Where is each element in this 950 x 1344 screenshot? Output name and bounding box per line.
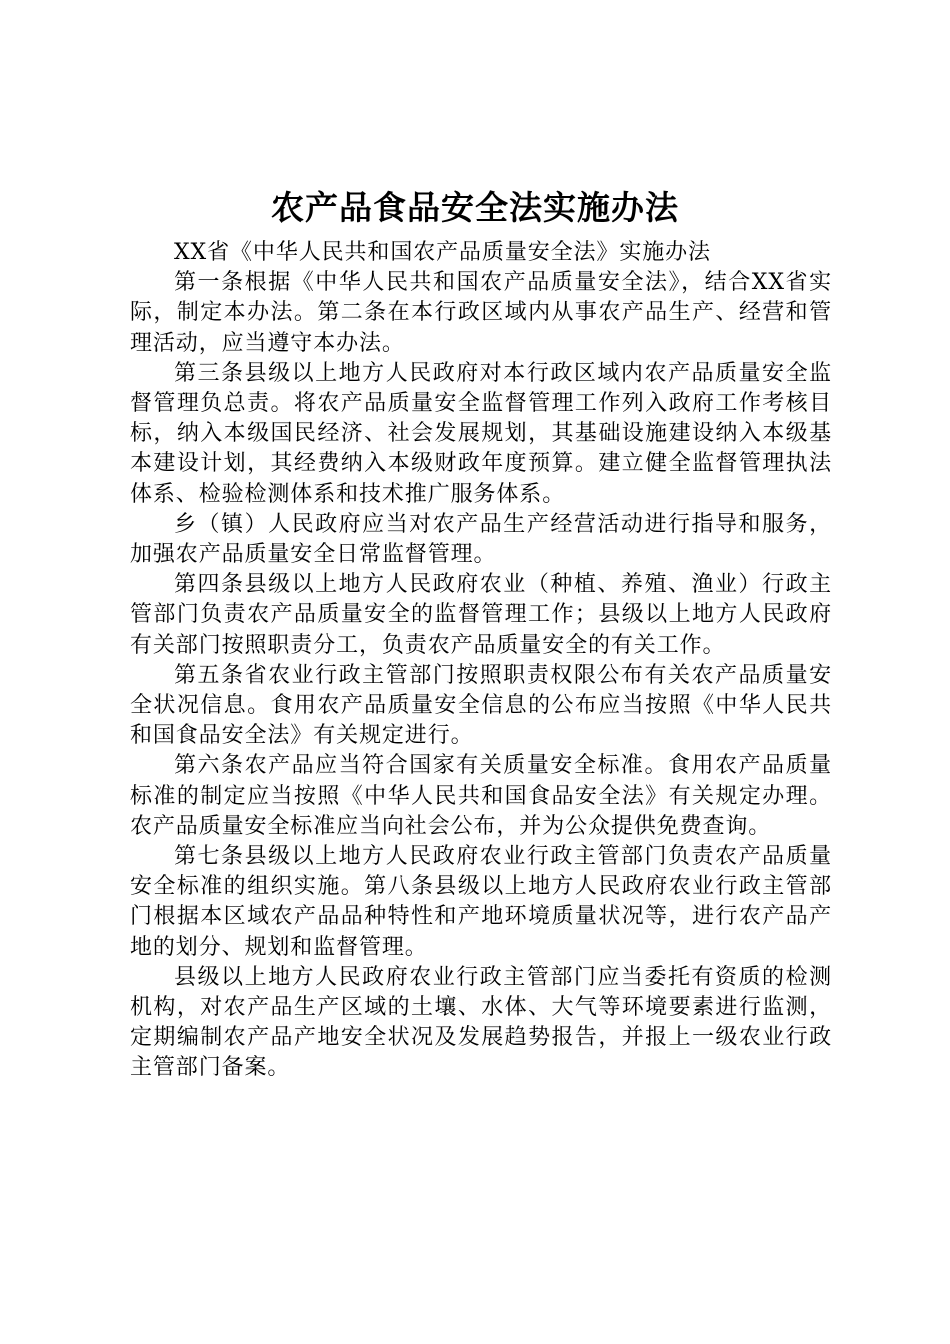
paragraph-article-4: 第四条县级以上地方人民政府农业（种植、养殖、渔业）行政主管部门负责农产品质量安全的监督管理工作；县级以上地方人民政府有关部门按照职责分工，负责农产品质量安全的有关工作。 [130, 572, 832, 658]
paragraph-article-7-8: 第七条县级以上地方人民政府农业行政主管部门负责农产品质量安全标准的组织实施。第八条县级以上地方人民政府农业行政主管部门根据本区域农产品品种特性和产地环境质量状况等，进行农产品产地的划分、规划和监督管理。 [130, 844, 832, 960]
paragraph-article-5: 第五条省农业行政主管部门按照职责权限公布有关农产品质量安全状况信息。食用农产品质量安全信息的公布应当按照《中华人民共和国食品安全法》有关规定进行。 [130, 662, 832, 749]
document-title: 农产品食品安全法实施办法 [271, 188, 679, 227]
document-body [130, 238, 832, 1084]
paragraph-article-3: 第三条县级以上地方人民政府对本行政区域内农产品质量安全监督管理负总责。将农产品质量安全监督管理工作列入政府工作考核目标，纳入本级国民经济、社会发展规划，其基础设施建设纳入本级基本建设计划，其经费纳入本级财政年度预算。建立健全监督管理执法体系、检验检测体系和技术推广服务体系。 [130, 360, 832, 507]
paragraph-township: 乡（镇）人民政府应当对农产品生产经营活动进行指导和服务，加强农产品质量安全日常监督管理。 [130, 511, 832, 568]
paragraph-article-1-2: 第一条根据《中华人民共和国农产品质量安全法》，结合XX省实际，制定本办法。第二条在本行政区域内从事农产品生产、经营和管理活动，应当遵守本办法。 [130, 270, 832, 356]
paragraph-monitoring: 县级以上地方人民政府农业行政主管部门应当委托有资质的检测机构，对农产品生产区域的土壤、水体、大气等环境要素进行监测，定期编制农产品产地安全状况及发展趋势报告，并报上一级农业行政主管部门备案。 [130, 964, 832, 1081]
paragraph-article-6: 第六条农产品应当符合国家有关质量安全标准。食用农产品质量标准的制定应当按照《中华人民共和国食品安全法》有关规定办理。农产品质量安全标准应当向社会公布，并为公众提供免费查询。 [130, 753, 832, 839]
paragraph-heading-line: XX省《中华人民共和国农产品质量安全法》实施办法 [174, 240, 711, 265]
